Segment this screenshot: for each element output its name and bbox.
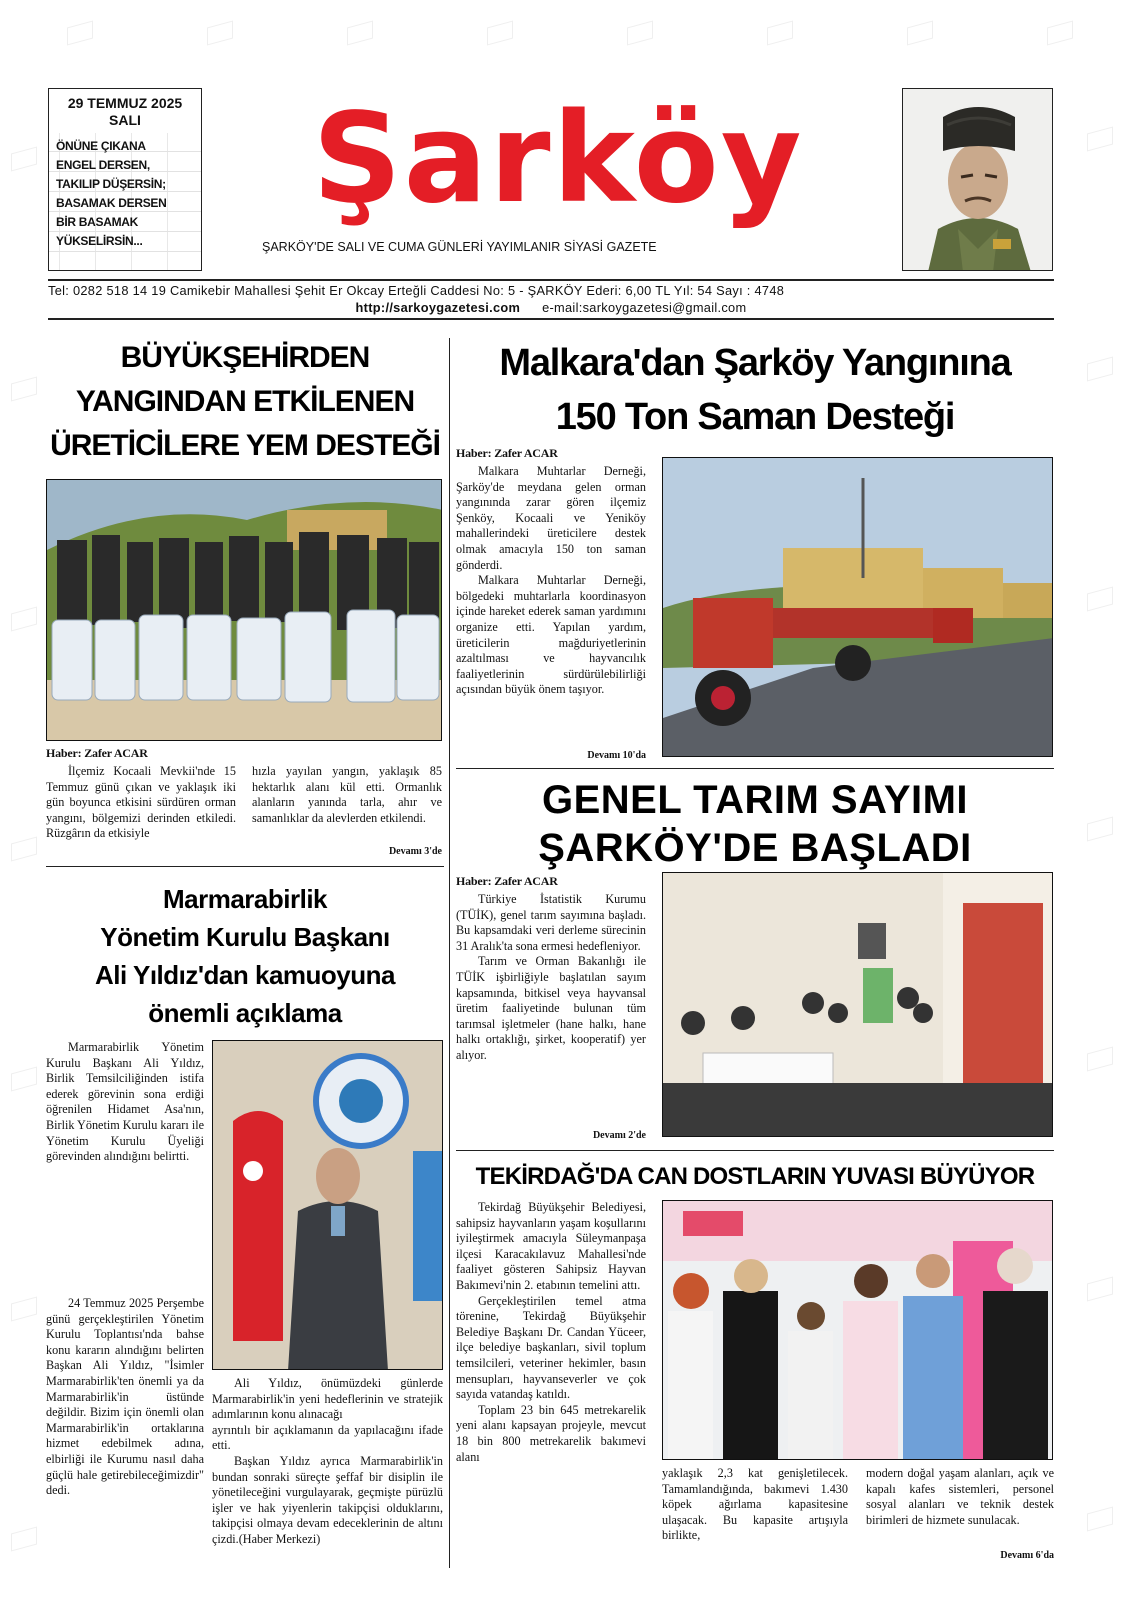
photo-ali-yildiz: [213, 1041, 443, 1370]
portrait-image: [903, 89, 1053, 271]
website-link[interactable]: http://sarkoygazetesi.com: [355, 300, 521, 315]
header-rule-bottom: [48, 318, 1054, 320]
paragraph: modern doğal yaşam alanları, açık ve kapalı kafes sistemleri, personel sosyal alanları ve teknik destek birimleri de hizmete sunulacak.: [866, 1466, 1054, 1527]
continued-link-tekirdag[interactable]: Devamı 6'da: [1000, 1550, 1054, 1561]
watermark-stamp: [1080, 1050, 1120, 1076]
watermark-stamp: [4, 1530, 44, 1556]
watermark-stamp: [1080, 590, 1120, 616]
byline-malkara: Haber: Zafer ACAR: [456, 446, 558, 460]
watermark-stamp: [1080, 820, 1120, 846]
headline-tekirdag[interactable]: TEKİRDAĞ'DA CAN DOSTLARIN YUVASI BÜYÜYOR: [475, 1163, 1035, 1190]
marmarabirlik-column-2: [212, 1376, 443, 1566]
paragraph: Toplam 23 bin 645 metrekarelik yeni alanı kapsayan projeyle, mevcut 18 bin 800 metrekarelik bakımevi alanı: [456, 1402, 646, 1464]
watermark-stamp: [620, 24, 660, 50]
watermark-stamp: [1040, 24, 1080, 50]
watermark-stamp: [200, 24, 240, 50]
headline-line: 150 Ton Saman Desteği: [555, 396, 955, 438]
headline-line: ÜRETİCİLERE YEM DESTEĞİ: [50, 429, 440, 462]
paragraph: ayrıntılı bir açıklamanın da yapılacağını ifade etti.: [212, 1422, 443, 1453]
motto-line: BASAMAK DERSEN: [56, 196, 167, 210]
paragraph: Malkara Muhtarlar Derneği, Şarköy'de meydana gelen orman yangınında zarar gören ilçemiz Şenköy, Kocaali ve Yeniköy mahallerindeki üreticilere destek olmak amacıyla 150 ton saman gönderdi.: [456, 464, 646, 572]
paragraph: yaklaşık 2,3 kat genişletilecek. Tamamlandığında, bakımevi 1.430 köpek ağırlama kapasitesine ulaşacak. Bu kapasite artışıyla birlikte,: [662, 1466, 848, 1543]
motto-line: ÖNÜNE ÇIKANA: [56, 139, 146, 153]
photo-yem-destegi: [46, 479, 442, 741]
date-motto-box: [48, 88, 202, 271]
watermark-stamp: [4, 1070, 44, 1096]
watermark-stamp: [4, 380, 44, 406]
watermark-stamp: [4, 610, 44, 636]
issue-day: SALI: [49, 112, 201, 133]
tekirdag-column-3: [866, 1466, 1054, 1546]
column-divider: [449, 338, 450, 1568]
watermark-stamp: [900, 24, 940, 50]
watermark-stamp: [4, 840, 44, 866]
paragraph: Türkiye İstatistik Kurumu (TÜİK), genel tarım sayımına başladı. Bu kapsamdaki veri derleme sürecinin 31 Aralık'ta sona ermesi hedefleniyor.: [456, 892, 646, 953]
yem-column-1: [46, 764, 236, 858]
malkara-text: [456, 464, 646, 746]
photo-groundbreaking-ceremony: [663, 1201, 1053, 1460]
paragraph: 24 Temmuz 2025 Perşembe günü gerçekleştirilen Yönetim Kurulu Toplantısı'nda bahse konu kararın alındığını belirten Başkan Ali Yıldız, "İsimler Marmarabirlik'ten önemli ya da Marmarabirlik'in üstünde değildir. Bizim için önemli olan Marmarabirlik'in ortaklarına hizmet edebilmek adına, elbirliği ile Kurumu nasıl daha güçlü hale getirebileceğimizdir" dedi.: [46, 1296, 204, 1498]
ataturk-portrait: [902, 88, 1053, 271]
headline-line: GENEL TARIM SAYIMI: [541, 778, 969, 822]
continued-link-malkara[interactable]: Devamı 10'da: [587, 750, 646, 761]
article-separator: [46, 866, 444, 867]
issue-date: 29 TEMMUZ 2025: [49, 89, 201, 112]
paragraph: Tekirdağ Büyükşehir Belediyesi, sahipsiz hayvanların yaşam koşullarını iyileştirmek amacıyla Süleymanpaşa ilçesi Karacakılavuz Mahallesi'nde faaliyet gösteren Sahipsiz Hayvan Bakımevi'nin 2. etabının temelini attı.: [456, 1200, 646, 1292]
headline-line: Ali Yıldız'dan kamuoyuna: [95, 960, 395, 990]
paragraph: Gerçekleştirilen temel atma törenine, Tekirdağ Büyükşehir Belediye Başkanı Dr. Candan Yüceer, ilçe belediye başkanları, sivil toplum temsilcileri, veteriner hekimler, basın mensupları, hayvanseverler ve çok sayıda vatandaş katıldı.: [456, 1293, 646, 1402]
motto-line: BİR BASAMAK: [56, 215, 139, 229]
tarim-text: [456, 892, 646, 1126]
email-link[interactable]: e-mail:sarkoygazetesi@gmail.com: [542, 300, 747, 315]
byline-yem: Haber: Zafer ACAR: [46, 746, 148, 760]
headline-line: BÜYÜKŞEHİRDEN: [120, 341, 370, 374]
paragraph: Başkan Yıldız ayrıca Marmarabirlik'in bundan sonraki süreçte şeffaf bir disiplin ile yönetileceğini vurgulayarak, geçmişte pürüzlü işler ve hak yiyenlerin takipçisi olduklarını, takipçisi olmaya devam edeceklerinin de altını çizdi.(Haber Merkezi): [212, 1453, 443, 1546]
headline-malkara[interactable]: [456, 336, 1054, 444]
paragraph: Malkara Muhtarlar Derneği, bölgedeki muhtarlarla koordinasyon içinde hareket ederek saman yardımını organize etti. Yapılan yardım, üreticilerin mağduriyetlerinin azaltılması ve hayvancılık faaliyetlerinin sürdürülebilirliği açısından büyük önem taşıyor.: [456, 573, 646, 697]
marmarabirlik-column-1b: [46, 1296, 204, 1566]
headline-line: Malkara'dan Şarköy Yangınına: [499, 342, 1011, 384]
headline-line: ŞARKÖY'DE BAŞLADI: [538, 826, 972, 870]
headline-marmarabirlik[interactable]: [46, 880, 444, 1032]
motto-line: YÜKSELİRSİN...: [56, 234, 143, 248]
paragraph: Ali Yıldız, önümüzdeki günlerde Marmarabirlik'in yeni hedeflerinin ve stratejik adımlarının konu alınacağı: [212, 1376, 443, 1422]
web-email-line: [48, 300, 1054, 316]
photo-office-census: [663, 873, 1053, 1137]
marmarabirlik-column-1: [46, 1040, 204, 1290]
watermark-stamp: [60, 24, 100, 50]
motto-line: ENGEL DERSEN,: [56, 158, 150, 172]
headline-line: Yönetim Kurulu Başkanı: [100, 922, 390, 952]
yem-column-2: [252, 764, 442, 842]
newspaper-logo[interactable]: Şarköy: [312, 87, 804, 231]
tekirdag-column-1: [456, 1200, 646, 1566]
watermark-stamp: [1080, 360, 1120, 386]
photo-tractors-hay: [663, 458, 1053, 757]
tekirdag-column-2: [662, 1466, 848, 1546]
paragraph: hızla yayılan yangın, yaklaşık 85 hektarlık alanı kül etti. Ormanlık alanların yanında tarla, ahır ve samanlıklar da alevlerden etkilendi.: [252, 764, 442, 825]
headline-line: YANGINDAN ETKİLENEN: [75, 385, 415, 418]
watermark-stamp: [760, 24, 800, 50]
photo-marmarabirlik: [212, 1040, 443, 1370]
continued-link-tarim[interactable]: Devamı 2'de: [592, 1130, 646, 1141]
photo-tekirdag: [662, 1200, 1053, 1460]
watermark-stamp: [4, 150, 44, 176]
paragraph: Marmarabirlik Yönetim Kurulu Başkanı Ali Yıldız, Birlik Temsilciliğinden istifa ederek görevinin sona erdiği öğrenilen Hidamet Asa'nın, Birlik Yönetim Kurulu kararı ile Yönetim Kurulu Üyeliği görevinden alındığını belirtti.: [46, 1040, 204, 1164]
photo-farmers-feed-bags: [47, 480, 442, 741]
article-separator: [456, 1150, 1054, 1151]
motto: [49, 133, 201, 251]
headline-yem-destegi[interactable]: [46, 336, 444, 468]
byline-tarim: Haber: Zafer ACAR: [456, 874, 558, 888]
photo-tarim: [662, 872, 1053, 1137]
contact-info-line: Tel: 0282 518 14 19 Camikebir Mahallesi Şehit Er Okcay Erteğli Caddesi No: 5 - ŞARKÖY Ederi: 6,00 TL Yıl: 54 Sayı : 4748: [48, 283, 785, 298]
watermark-stamp: [1080, 1510, 1120, 1536]
watermark-stamp: [4, 1300, 44, 1326]
photo-malkara: [662, 457, 1053, 757]
article-separator: [456, 768, 1054, 769]
headline-tarim-sayimi[interactable]: [456, 776, 1054, 872]
watermark-stamp: [1080, 1280, 1120, 1306]
continued-link-yem[interactable]: Devamı 3'de: [388, 846, 442, 857]
paragraph: İlçemiz Kocaali Mevkii'nde 15 Temmuz günü çıkan ve yaklaşık iki gün boyunca etkisini sürdüren orman yangını, bölgemizi derinden etkiledi. Rüzgârın da etkisiyle: [46, 764, 236, 841]
paragraph: Tarım ve Orman Bakanlığı ile TÜİK işbirliğiyle başlatılan sayım kapsamında, bitkisel veya hayvansal üretim faaliyetinde bulunan tüm tarımsal işletmeler (hane halkı, hane halkı ortaklığı, şirket, kooperatif) yer alıyor.: [456, 954, 646, 1062]
motto-line: TAKILIP DÜŞERSİN;: [56, 177, 166, 191]
masthead-slogan: ŞARKÖY'DE SALI VE CUMA GÜNLERİ YAYIMLANIR SİYASİ GAZETE: [262, 240, 657, 254]
headline-line: Marmarabirlik: [162, 884, 328, 914]
watermark-stamp: [340, 24, 380, 50]
header-rule-top: [48, 279, 1054, 281]
watermark-stamp: [480, 24, 520, 50]
headline-line: önemli açıklama: [148, 998, 342, 1028]
watermark-stamp: [1080, 130, 1120, 156]
